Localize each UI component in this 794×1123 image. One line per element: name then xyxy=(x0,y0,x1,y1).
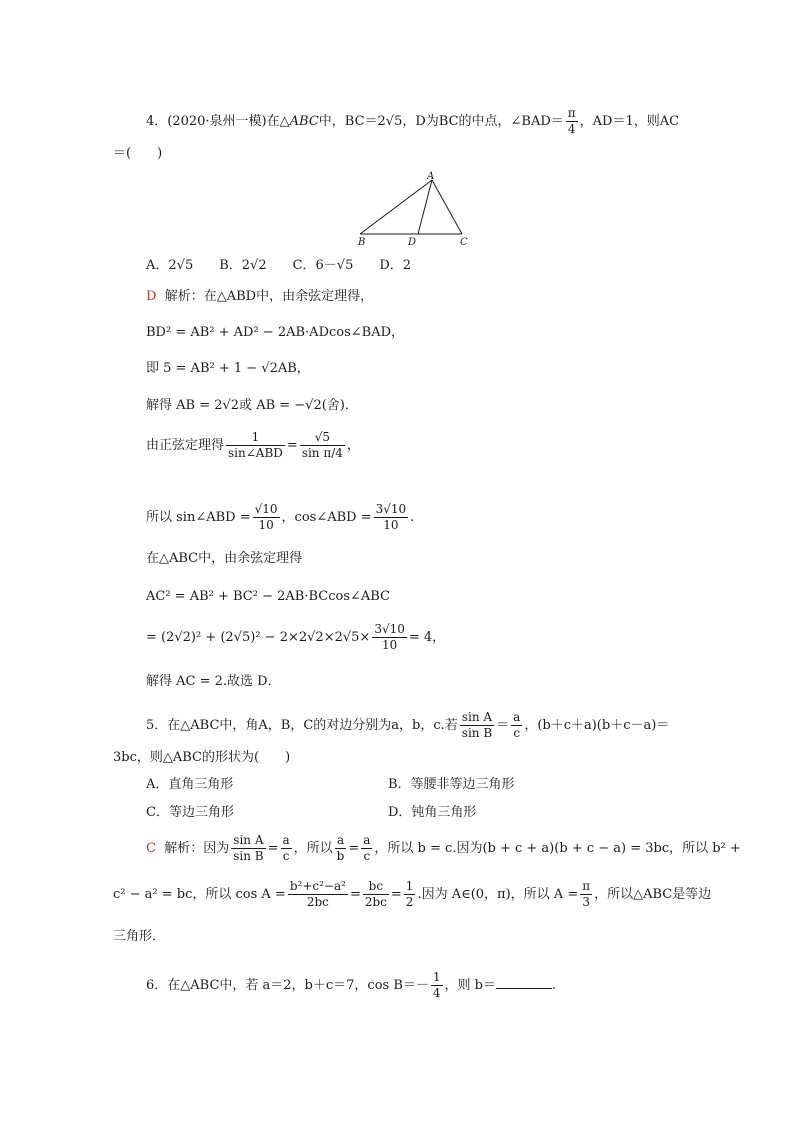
q5-solution-line3: 三角形． xyxy=(113,929,166,944)
q4-s9-prefix: = (2√2)² + (2√5)² − 2×2√2×2√5× xyxy=(146,630,371,645)
fraction-numerator: π xyxy=(582,879,591,893)
median-ad xyxy=(418,180,432,234)
q5-s2-eq1: = xyxy=(349,887,361,902)
fraction-numerator: sin A xyxy=(231,833,265,849)
q4-angle-fraction xyxy=(566,106,578,137)
q4-s5-prefix: 由正弦定理得 xyxy=(146,438,225,453)
fraction-numerator: 1 xyxy=(226,430,285,446)
fraction-numerator: π xyxy=(567,106,576,120)
q4-solution-line3: 即 5 = AB² + 1 − √2AB， xyxy=(146,361,310,376)
fraction-denominator: sin∠ABD xyxy=(228,446,283,460)
q5-s2-prefix: c² − a² = bc，所以 cos A = xyxy=(113,887,286,902)
q4-s5-fraction2 xyxy=(300,430,345,461)
q4-triangle-figure xyxy=(352,170,477,250)
q5-s1-fraction1 xyxy=(231,833,265,864)
q4-solution-line10: 解得 AC = 2.故选 D． xyxy=(146,674,281,689)
answer-blank[interactable] xyxy=(496,976,552,989)
q4-solution-line4: 解得 AB = 2√2或 AB = −√2(舍)． xyxy=(146,398,358,413)
q4-s5-fraction1 xyxy=(226,430,285,461)
q5-s1-eq1: = xyxy=(267,841,279,856)
q4-solution-line1 xyxy=(146,288,373,306)
fraction-denominator: b xyxy=(336,849,345,863)
fraction-numerator: a xyxy=(363,833,371,847)
q4-stem-part1: 4．(2020·泉州一模)在△ xyxy=(146,114,290,129)
q6-stem-suffix: . xyxy=(552,978,557,993)
q6-stem xyxy=(146,970,556,1001)
q4-solution-line2: BD² = AB² + AD² − 2AB·ADcos∠BAD， xyxy=(146,325,405,340)
fraction-denominator: c xyxy=(513,726,521,740)
q5-stem-fraction2 xyxy=(511,710,522,741)
fraction-denominator: sin π/4 xyxy=(301,446,343,460)
fraction-numerator: sin A xyxy=(460,710,494,726)
q4-solution-line5 xyxy=(146,430,360,461)
q4-answer-letter: D xyxy=(146,289,157,304)
q5-s1-prefix: 解析：因为 xyxy=(164,841,230,856)
q5-s2-fraction1 xyxy=(288,879,348,910)
fraction-numerator: 1 xyxy=(432,970,441,984)
fraction-denominator: 10 xyxy=(383,518,399,532)
q4-solution-line8: AC² = AB² + BC² − 2AB·BCcos∠ABC xyxy=(146,589,391,604)
q5-s1-fraction2 xyxy=(281,833,292,864)
q5-option-d: D．钝角三角形 xyxy=(388,805,477,820)
fraction-denominator: 10 xyxy=(381,638,398,652)
fraction-numerator: b²+c²−a² xyxy=(289,879,346,893)
q5-s2-eq2: = xyxy=(390,887,402,902)
q4-stem-part2: 中，BC＝2√5，D为BC的中点，∠BAD＝ xyxy=(318,114,564,129)
q4-solution-line6 xyxy=(146,502,414,533)
label-d: D xyxy=(408,237,417,248)
side-ac xyxy=(432,180,462,234)
q5-s2-suffix: ，所以△ABC是等边 xyxy=(594,887,712,902)
fraction-numerator: bc xyxy=(363,879,389,895)
label-a: A xyxy=(427,171,435,182)
fraction-numerator: 3√10 xyxy=(374,622,405,636)
q5-s2-fraction2 xyxy=(363,879,389,910)
fraction-denominator: 2bc xyxy=(306,895,329,909)
q4-s6-fraction1 xyxy=(253,502,280,533)
fraction-numerator: a xyxy=(513,710,521,724)
fraction-denominator: c xyxy=(363,849,371,863)
q4-s9-fraction xyxy=(372,622,407,653)
fraction-denominator: 4 xyxy=(567,122,576,136)
fraction-numerator: √5 xyxy=(300,430,345,446)
q5-s2-mid: .因为 A∈(0，π)，所以 A = xyxy=(417,887,579,902)
q5-s2-fraction3 xyxy=(404,879,416,910)
q4-solution-line7: 在△ABC中，由余弦定理得 xyxy=(146,551,303,566)
fraction-denominator: 4 xyxy=(432,986,441,1000)
q4-s6-prefix: 所以 sin∠ABD = xyxy=(146,510,251,525)
q5-stem-line2: 3bc，则△ABC的形状为( ) xyxy=(113,750,291,765)
q5-stem-fraction1 xyxy=(460,710,494,741)
q5-answer-letter: C xyxy=(146,841,156,856)
fraction-numerator: 1 xyxy=(405,879,414,893)
q5-solution-line2 xyxy=(113,879,711,910)
fraction-numerator: a xyxy=(335,833,347,849)
q5-option-a: A．直角三角形 xyxy=(146,777,234,792)
q5-solution-line1 xyxy=(146,833,741,864)
fraction-denominator: 10 xyxy=(258,518,274,532)
q4-stem-part3: ，AD＝1，则AC xyxy=(579,114,680,129)
q5-s1-suffix: ，所以 b = c.因为(b + c + a)(b + c − a) = 3bc，所以 b² + xyxy=(374,841,741,856)
q4-s5-eq: = xyxy=(286,438,298,453)
q4-stem-abc: ABC xyxy=(289,114,319,129)
fraction-denominator: sin B xyxy=(461,726,493,740)
q5-stem-prefix: 5．在△ABC中，角A，B，C的对边分别为a，b，c.若 xyxy=(146,718,458,733)
fraction-numerator: 3√10 xyxy=(375,502,407,516)
q6-stem-fraction xyxy=(431,970,443,1001)
fraction-numerator: √10 xyxy=(254,502,278,516)
q6-stem-prefix: 6．在△ABC中，若 a＝2，b＋c＝7，cos B＝－ xyxy=(146,978,429,993)
fraction-denominator: 2bc xyxy=(364,895,387,909)
q5-s1-fraction4 xyxy=(361,833,372,864)
fraction-denominator: c xyxy=(282,849,290,863)
q4-s6-mid: ，cos∠ABD = xyxy=(281,510,372,525)
q4-s6-fraction2 xyxy=(374,502,409,533)
q5-s2-fraction4 xyxy=(580,879,592,910)
q5-stem-line1 xyxy=(146,710,669,741)
q4-s6-suffix: . xyxy=(410,510,415,525)
q6-stem-mid: ，则 b＝ xyxy=(444,978,496,993)
fraction-denominator: 3 xyxy=(582,895,590,909)
q4-options: A．2√5 B．2√2 C．6－√5 D．2 xyxy=(146,258,412,273)
side-ab xyxy=(360,180,432,234)
q5-stem-eq: ＝ xyxy=(496,718,510,733)
label-c: C xyxy=(460,237,468,248)
q5-option-c: C．等边三角形 xyxy=(146,805,234,820)
q4-stem-line2: ＝( ) xyxy=(113,146,163,161)
q4-s5-suffix: ， xyxy=(346,438,360,453)
q5-s1-fraction3 xyxy=(335,833,347,864)
q5-stem-suffix: ，(b＋c＋a)(b＋c－a)＝ xyxy=(524,718,670,733)
q4-s9-suffix: = 4， xyxy=(408,630,446,645)
fraction-denominator: sin B xyxy=(233,849,264,863)
fraction-numerator: a xyxy=(282,833,290,847)
q4-stem-line1 xyxy=(146,106,679,137)
label-b: B xyxy=(358,237,366,248)
q4-solution-text: 解析：在△ABD中，由余弦定理得， xyxy=(164,289,374,304)
q5-s1-eq2: = xyxy=(348,841,360,856)
fraction-denominator: 2 xyxy=(405,895,414,909)
q4-solution-line9 xyxy=(146,622,445,653)
q5-s1-mid: ，所以 xyxy=(293,841,333,856)
q5-option-b: B．等腰非等边三角形 xyxy=(388,777,515,792)
